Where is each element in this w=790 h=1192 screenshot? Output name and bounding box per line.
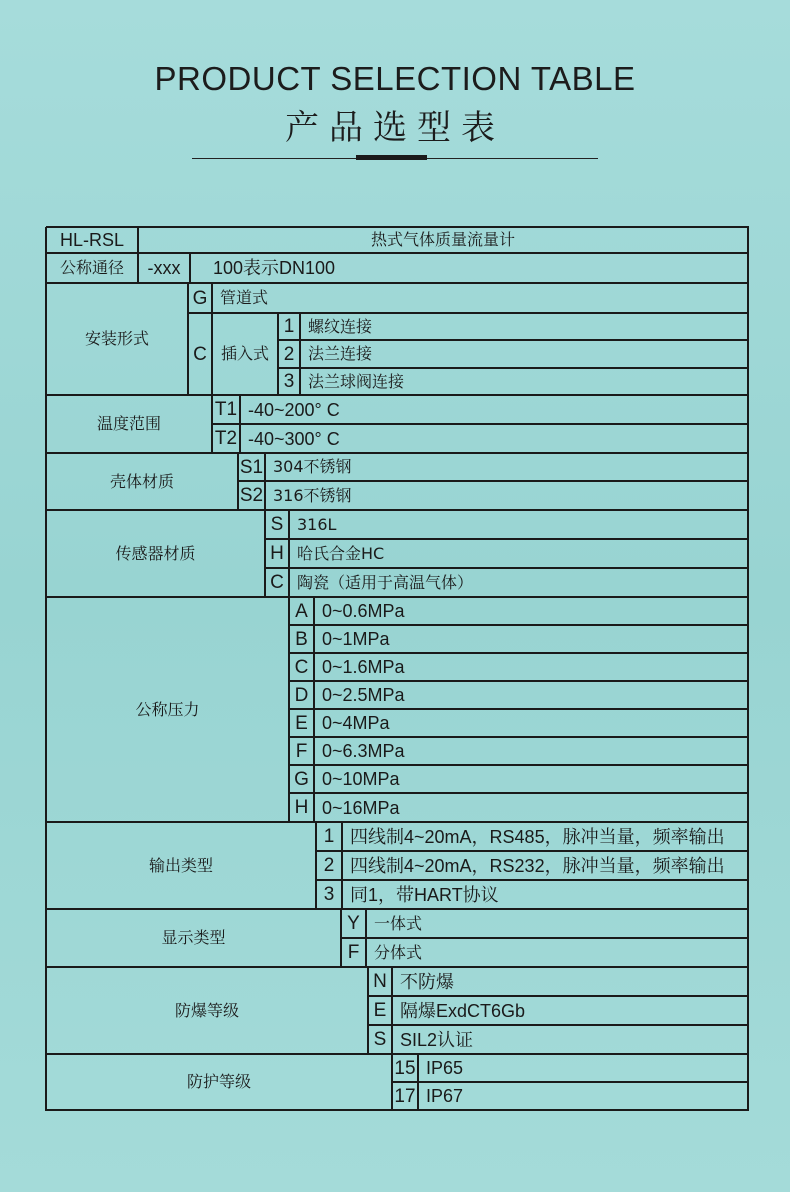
pressure-option-code: C	[294, 656, 309, 678]
display-option-desc: 一体式	[374, 913, 423, 933]
table-vline	[45, 227, 47, 1111]
explosion-option-code: N	[373, 971, 387, 992]
protection-option-desc: IP67	[426, 1086, 464, 1106]
model-code: HL-RSL	[59, 230, 125, 250]
table-hline	[46, 821, 749, 823]
protection-option-desc: IP65	[426, 1058, 464, 1078]
sensor-label: 传感器材质	[115, 543, 196, 563]
output-option-code: 2	[323, 855, 335, 876]
install-option-desc: 螺纹连接	[308, 316, 373, 336]
table-hline	[289, 736, 749, 738]
table-hline	[212, 423, 749, 425]
table-hline	[392, 1081, 749, 1083]
table-hline	[278, 339, 749, 341]
table-hline	[289, 680, 749, 682]
install-option-desc: 法兰球阀连接	[308, 371, 405, 391]
product-name: 热式气体质量流量计	[370, 230, 515, 249]
pressure-option-code: H	[294, 797, 309, 818]
sensor-option-code: H	[270, 543, 284, 564]
pressure-option-desc: 0~6.3MPa	[322, 741, 405, 761]
pressure-label: 公称压力	[135, 699, 200, 719]
pressure-option-desc: 0~4MPa	[322, 713, 390, 733]
output-option-desc: 同1，带HART协议	[350, 884, 499, 905]
install-option-code: 2	[283, 343, 295, 365]
table-hline	[265, 538, 749, 540]
table-vline	[187, 283, 189, 396]
table-hline	[316, 879, 749, 881]
table-vline	[237, 453, 239, 511]
protection-label: 防护等级	[186, 1072, 251, 1091]
sensor-option-code: S	[270, 514, 284, 535]
housing-option-code: S2	[239, 485, 264, 506]
output-label: 输出类型	[148, 855, 213, 875]
sensor-option-desc: 陶瓷（适用于高温气体）	[297, 572, 474, 592]
housing-option-code: S1	[239, 456, 264, 478]
install-insert-code: C	[193, 343, 207, 365]
explosion-option-desc: SIL2认证	[400, 1029, 474, 1050]
table-hline	[238, 480, 749, 482]
display-option-desc: 分体式	[374, 942, 423, 962]
temperature-option-code: T1	[214, 399, 238, 420]
table-vline	[391, 967, 393, 1055]
table-hline	[46, 394, 749, 396]
output-option-code: 1	[323, 826, 335, 847]
title-chinese: 产品选型表	[285, 108, 505, 148]
table-hline	[46, 282, 749, 284]
pressure-option-code: B	[295, 628, 308, 650]
table-hline	[265, 567, 749, 569]
explosion-option-desc: 不防爆	[400, 971, 454, 992]
table-vline	[313, 597, 315, 823]
pressure-option-desc: 0~10MPa	[322, 769, 400, 789]
table-hline	[46, 908, 749, 910]
protection-option-code: 15	[394, 1057, 416, 1079]
housing-option-desc: 316不锈钢	[273, 485, 352, 505]
pressure-option-desc: 0~1.6MPa	[322, 657, 405, 677]
table-vline	[315, 822, 317, 910]
install-label: 安装形式	[84, 329, 149, 348]
table-hline	[46, 452, 749, 454]
install-option-code: 1	[283, 316, 295, 337]
table-hline	[341, 937, 749, 939]
table-hline	[46, 252, 749, 254]
output-option-desc: 四线制4~20mA，RS485，脉冲当量，频率输出	[350, 826, 725, 847]
nominal-label: 公称通径	[59, 258, 124, 277]
table-hline	[368, 1024, 749, 1026]
table-vline	[747, 227, 749, 1111]
temperature-label: 温度范围	[96, 414, 161, 433]
explosion-option-code: S	[373, 1029, 387, 1050]
install-pipe-code: G	[192, 287, 208, 309]
explosion-option-code: E	[373, 1000, 387, 1021]
table-vline	[277, 313, 279, 396]
table-vline	[288, 510, 290, 598]
table-hline	[46, 1053, 749, 1055]
pressure-option-desc: 0~1MPa	[322, 629, 390, 649]
pressure-option-desc: 0~2.5MPa	[322, 685, 405, 705]
pressure-option-desc: 0~16MPa	[322, 797, 400, 818]
table-hline	[289, 624, 749, 626]
protection-option-code: 17	[394, 1085, 416, 1107]
table-hline	[289, 708, 749, 710]
housing-option-desc: 304不锈钢	[273, 457, 352, 476]
table-vline	[137, 227, 139, 284]
table-vline	[299, 313, 301, 396]
install-insert-desc: 插入式	[220, 344, 269, 363]
title-english: PRODUCT SELECTION TABLE	[154, 60, 636, 97]
display-label: 显示类型	[161, 928, 226, 947]
table-hline	[289, 764, 749, 766]
temperature-option-desc: -40~200° C	[248, 399, 340, 420]
output-option-desc: 四线制4~20mA，RS232，脉冲当量，频率输出	[350, 855, 725, 876]
housing-label: 壳体材质	[109, 471, 174, 491]
display-option-code: Y	[347, 913, 360, 934]
table-hline	[46, 966, 749, 968]
table-vline	[211, 283, 213, 396]
table-hline	[46, 226, 749, 228]
table-vline	[341, 822, 343, 910]
table-hline	[188, 312, 749, 314]
table-hline	[289, 652, 749, 654]
sensor-option-desc: 316L	[297, 514, 337, 534]
table-hline	[368, 995, 749, 997]
output-option-code: 3	[323, 884, 335, 905]
install-option-desc: 法兰连接	[308, 344, 373, 363]
temperature-option-desc: -40~300° C	[248, 428, 340, 449]
explosion-label: 防爆等级	[174, 1000, 239, 1020]
temperature-option-code: T2	[214, 428, 238, 449]
table-vline	[288, 597, 290, 823]
table-hline	[316, 850, 749, 852]
install-option-code: 3	[283, 371, 295, 392]
table-vline	[367, 967, 369, 1055]
nominal-desc: 100表示DN100	[213, 258, 336, 278]
table-hline	[46, 509, 749, 511]
pressure-option-code: G	[294, 768, 309, 790]
pressure-option-code: A	[295, 600, 308, 622]
sensor-option-desc: 哈氏合金HC	[297, 543, 385, 563]
pressure-option-code: F	[295, 740, 308, 762]
table-hline	[46, 596, 749, 598]
table-hline	[46, 1109, 749, 1111]
explosion-option-desc: 隔爆ExdCT6Gb	[400, 1000, 526, 1021]
pressure-option-desc: 0~0.6MPa	[322, 601, 405, 621]
table-hline	[289, 792, 749, 794]
pressure-option-code: E	[295, 712, 308, 734]
table-vline	[189, 253, 191, 284]
table-vline	[264, 453, 266, 511]
table-hline	[278, 367, 749, 369]
nominal-code: -xxx	[147, 258, 181, 278]
pressure-option-code: D	[294, 684, 309, 706]
table-vline	[264, 510, 266, 598]
display-option-code: F	[347, 942, 360, 963]
install-pipe-desc: 管道式	[220, 288, 269, 307]
sensor-option-code: C	[270, 572, 284, 593]
